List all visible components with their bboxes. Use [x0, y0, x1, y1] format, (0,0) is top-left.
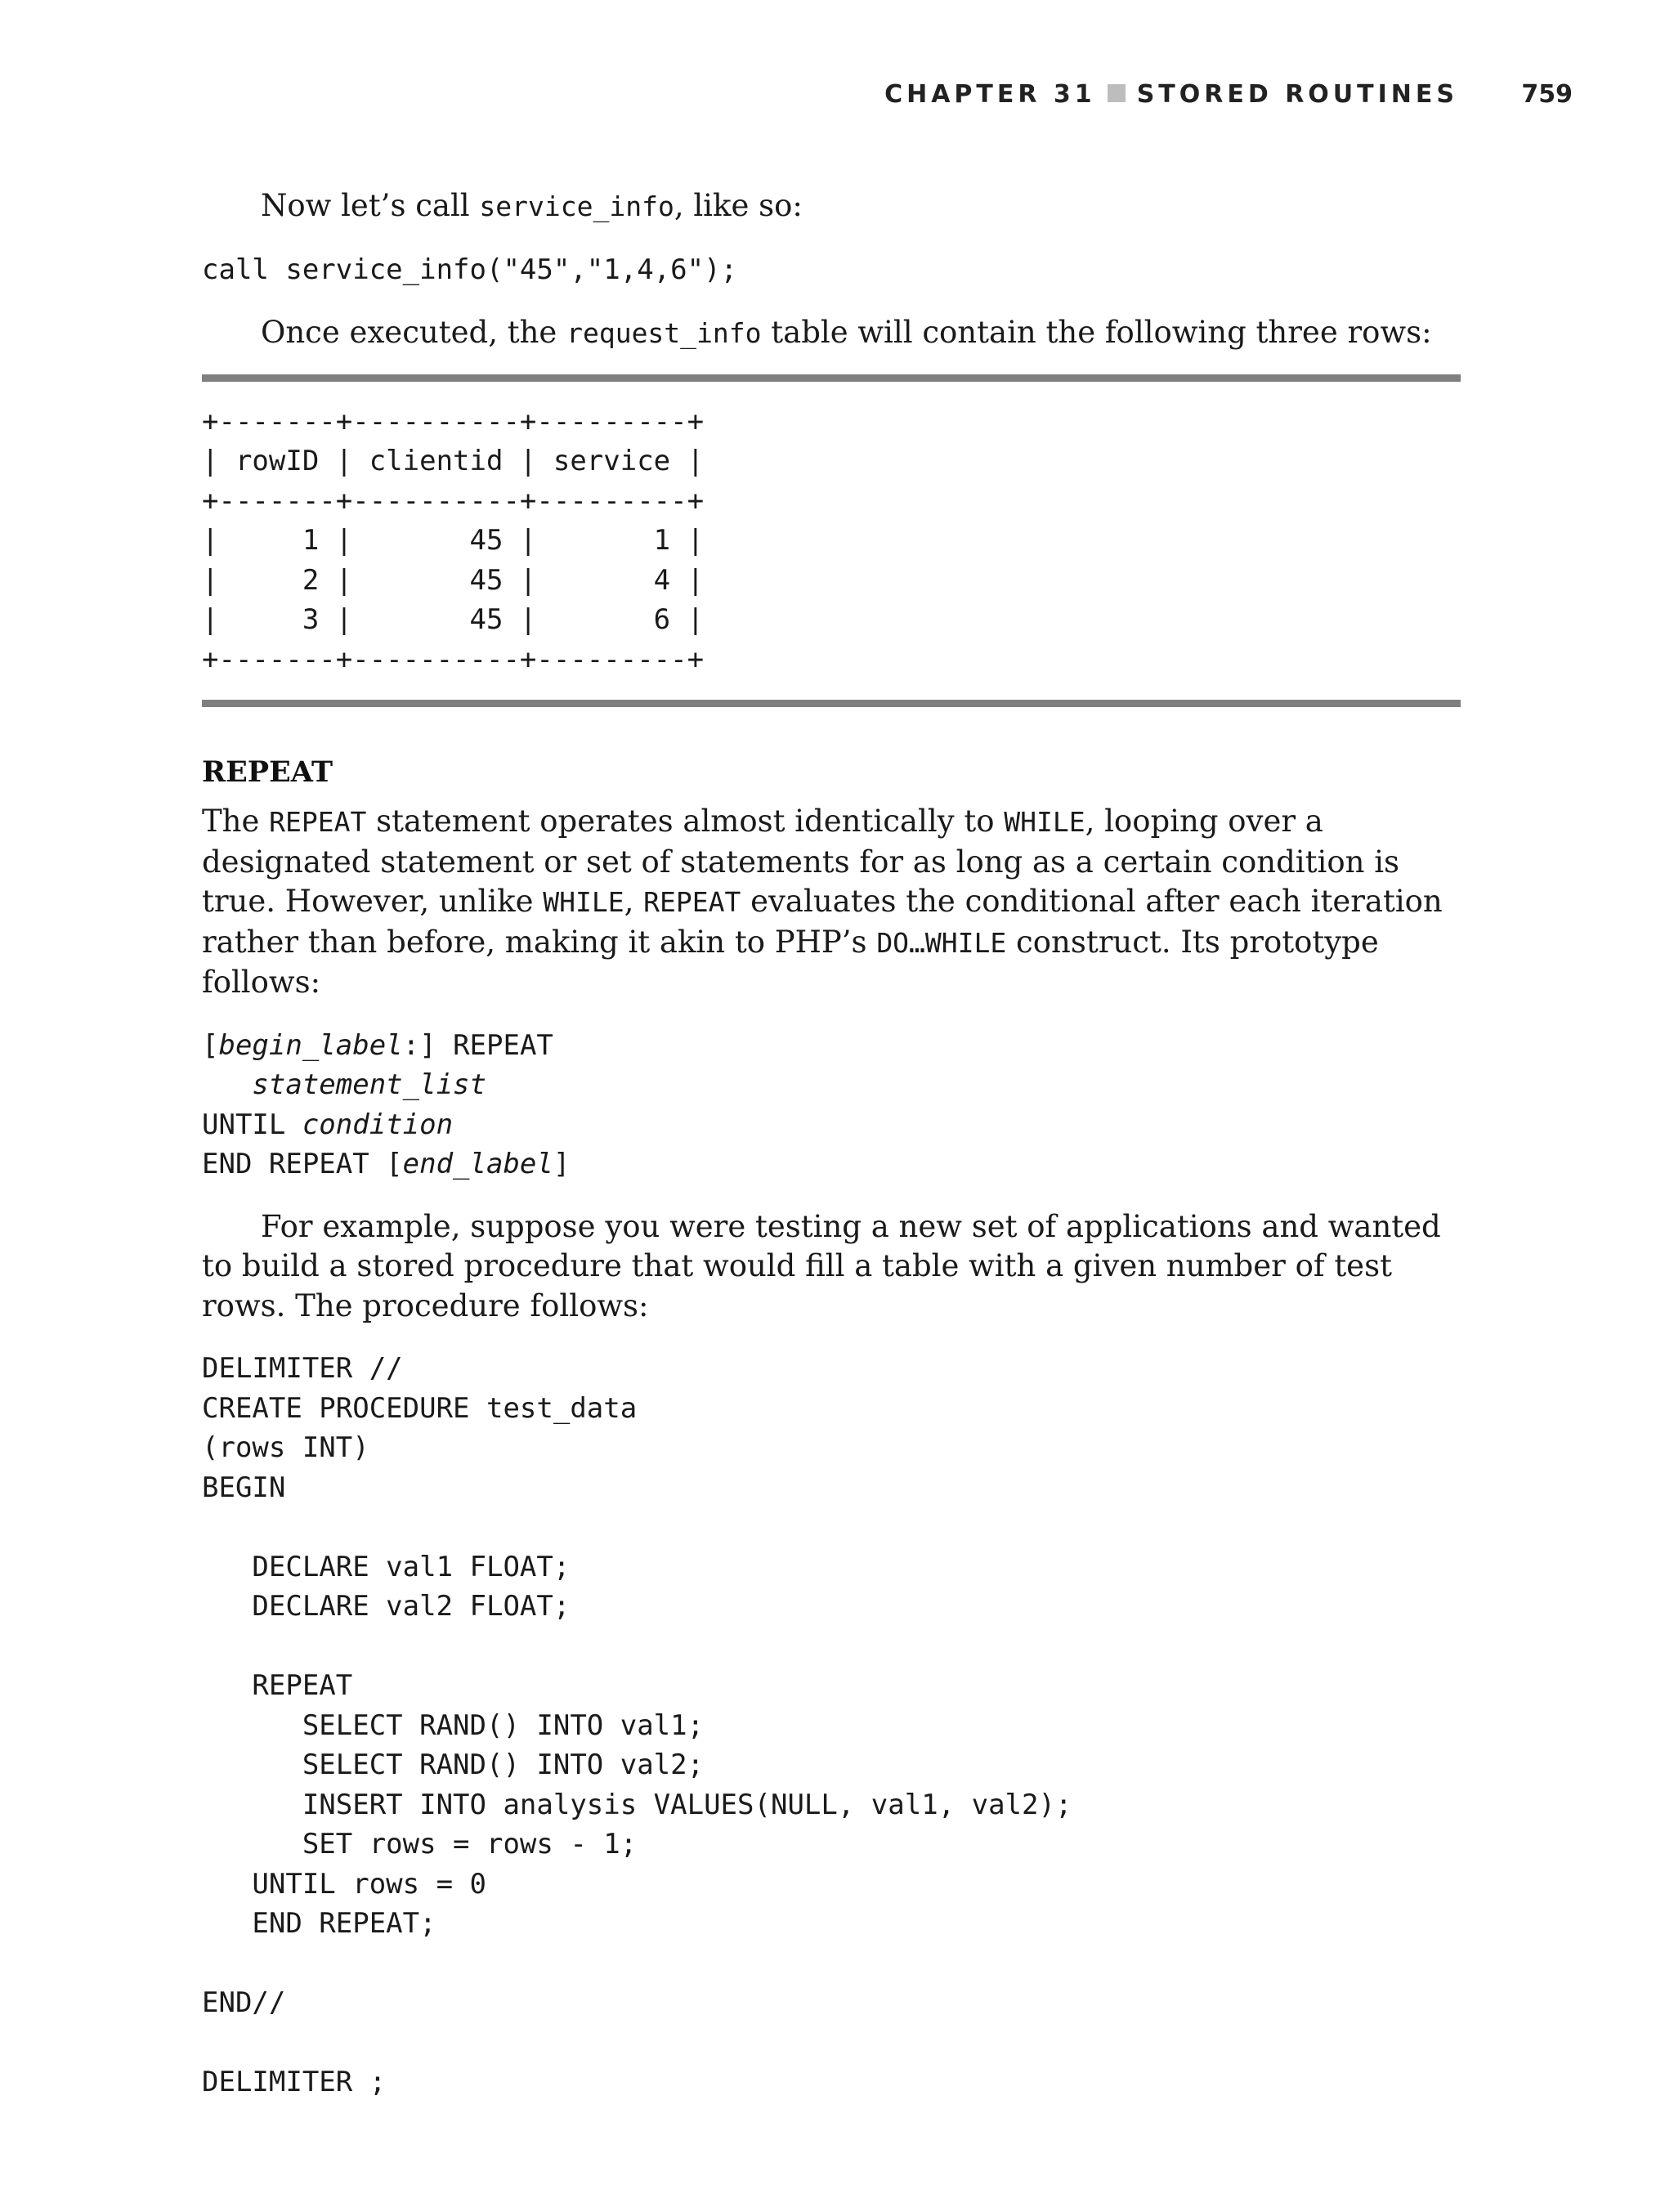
inline-code: DO…WHILE	[876, 926, 1007, 959]
call-code-block: call service_info("45","1,4,6");	[202, 253, 738, 286]
square-separator-icon	[1108, 84, 1126, 102]
output-bottom-rule	[202, 700, 1461, 707]
section-label: STORED ROUTINES	[1136, 80, 1458, 109]
page-number: 759	[1521, 80, 1573, 109]
table-border: +-------+----------+---------+	[202, 643, 705, 676]
page-body	[202, 186, 1461, 2102]
inline-code: WHILE	[1004, 806, 1085, 838]
table-row: | 2 | 45 | 4 |	[202, 563, 705, 597]
output-top-rule	[202, 374, 1461, 382]
example-paragraph: For example, suppose you were testing a new set of applications and wanted to build a stored procedure that would fill a table with a given number of test rows. The procedure follows:	[202, 1208, 1441, 1323]
inline-code: request_info	[566, 317, 762, 349]
table-border: +-------+----------+---------+	[202, 484, 705, 517]
inline-code: WHILE	[543, 886, 624, 918]
table-border: +-------+----------+---------+	[202, 405, 705, 438]
table-row: | 1 | 45 | 1 |	[202, 524, 705, 557]
repeat-description: The REPEAT statement operates almost identically to WHILE, looping over a designated statement or set of statements for as long as a certain condition is true. However, unlike WHILE, REPEAT evaluates the conditional after each iteration rather than before, making it akin to PHP’s DO…WHILE construct. Its prototype follows:	[202, 804, 1443, 1000]
inline-code: REPEAT	[643, 886, 741, 918]
section-heading: REPEAT	[202, 755, 333, 789]
procedure-code-block: DELIMITER // CREATE PROCEDURE test_data (rows INT) BEGIN DECLARE val1 FLOAT; DECLARE val2 FLOAT; REPEAT SELECT RAND() INTO val1; SELECT RAND() INTO val2; INSERT INTO analysis VALUES(NULL, val1, val2); SET rows = rows - 1; UNTIL rows = 0 END REPEAT; END// DELIMITER ;	[202, 1352, 1072, 2098]
result-paragraph: Once executed, the request_info table will contain the following three rows:	[261, 315, 1432, 350]
prototype-code-block: [begin_label:] REPEAT statement_list UNTIL condition END REPEAT [end_label]	[202, 1028, 571, 1180]
inline-code: service_info	[479, 190, 674, 222]
running-header	[0, 80, 1674, 116]
output-table	[202, 402, 1461, 680]
table-row: | 3 | 45 | 6 |	[202, 603, 705, 636]
inline-code: REPEAT	[269, 806, 367, 838]
intro-paragraph: Now let’s call service_info, like so:	[261, 188, 803, 223]
running-head	[884, 80, 1458, 109]
chapter-label: CHAPTER 31	[884, 80, 1096, 109]
table-header-row: | rowID | clientid | service |	[202, 445, 705, 477]
